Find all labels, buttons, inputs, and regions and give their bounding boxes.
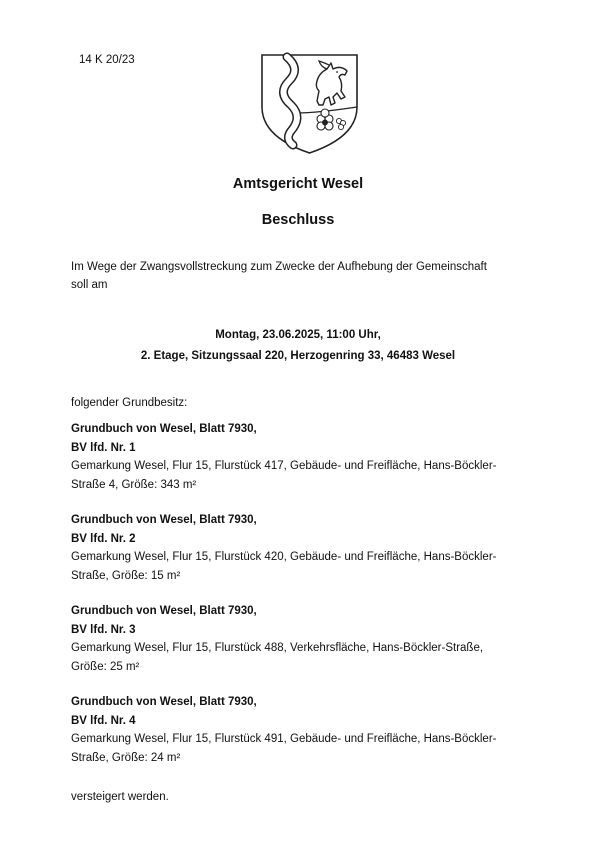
appointment-location: 2. Etage, Sitzungssaal 220, Herzogenring 33, 46483 Wesel [140, 350, 456, 362]
parcel-description: Größe: 25 m² [71, 660, 140, 673]
parcel-register: Grundbuch von Wesel, Blatt 7930, [71, 423, 257, 435]
parcel-description: Gemarkung Wesel, Flur 15, Flurstück 420, Gebäude- und Freifläche, Hans-Böckler- [71, 551, 497, 563]
property-label: folgender Grundbesitz: [71, 397, 188, 409]
court-name: Amtsgericht Wesel [232, 176, 364, 192]
parcel-register: Grundbuch von Wesel, Blatt 7930, [71, 514, 257, 526]
case-number: 14 K 20/23 [79, 54, 135, 66]
intro-line: soll am [71, 279, 108, 291]
parcel-description: Gemarkung Wesel, Flur 15, Flurstück 488, Verkehrsfläche, Hans-Böckler-Straße, [71, 642, 484, 654]
parcel-bv-number: BV lfd. Nr. 2 [71, 532, 136, 545]
parcel-register: Grundbuch von Wesel, Blatt 7930, [71, 696, 257, 708]
parcel-description: Gemarkung Wesel, Flur 15, Flurstück 417, Gebäude- und Freifläche, Hans-Böckler- [71, 460, 497, 472]
parcel-bv-number: BV lfd. Nr. 4 [71, 714, 136, 727]
intro-paragraph [71, 258, 531, 294]
parcel-register: Grundbuch von Wesel, Blatt 7930, [71, 605, 257, 617]
parcel-bv-number: BV lfd. Nr. 1 [71, 441, 136, 454]
appointment-block [0, 325, 596, 367]
parcel-description: Straße 4, Größe: 343 m² [71, 478, 197, 491]
parcel-entry [71, 602, 541, 676]
parcel-description: Gemarkung Wesel, Flur 15, Flurstück 491, Gebäude- und Freifläche, Hans-Böckler- [71, 733, 497, 745]
parcel-entry [71, 420, 541, 494]
appointment-date-time: Montag, 23.06.2025, 11:00 Uhr, [215, 329, 381, 341]
parcel-entry [71, 511, 541, 585]
intro-line: Im Wege der Zwangsvollstreckung zum Zwecke der Aufhebung der Gemeinschaft [71, 261, 487, 273]
parcel-bv-number: BV lfd. Nr. 3 [71, 623, 136, 636]
document-title: Beschluss [261, 212, 335, 228]
coat-of-arms-icon [257, 47, 362, 157]
parcel-entry [71, 693, 541, 767]
parcel-description: Straße, Größe: 24 m² [71, 751, 181, 764]
closing-text: versteigert werden. [71, 791, 169, 803]
parcel-description: Straße, Größe: 15 m² [71, 569, 181, 582]
